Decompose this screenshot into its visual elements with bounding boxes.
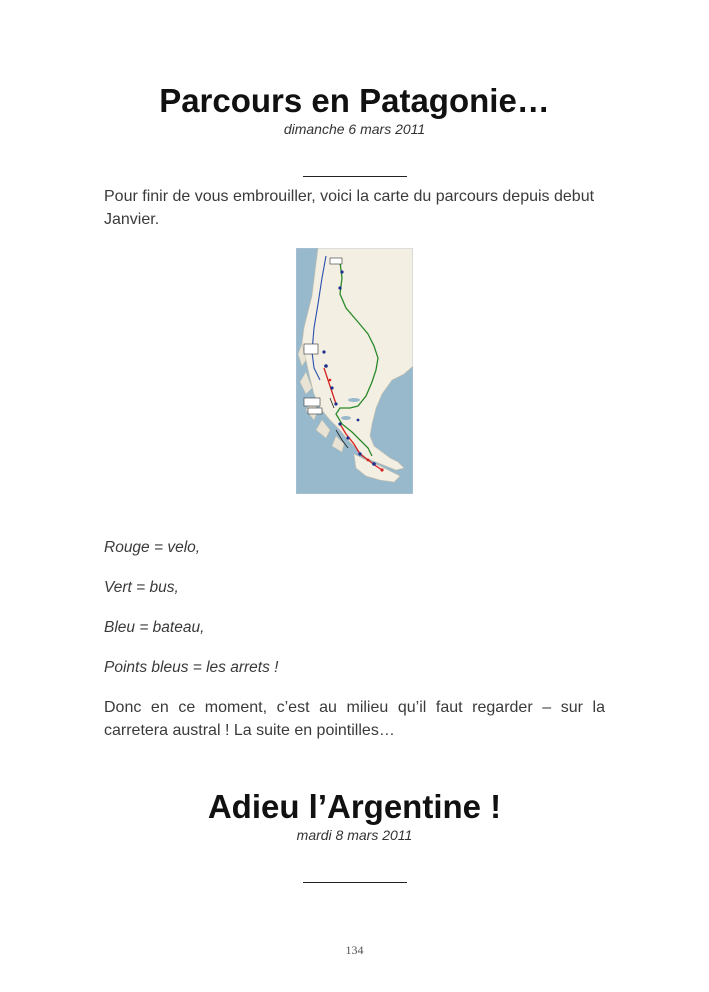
separator-line-2 [303, 882, 407, 883]
body-paragraph: Donc en ce moment, c’est au milieu qu’il faut regarder – sur la carretera austral ! La suite en pointilles… [104, 699, 605, 739]
intro-paragraph: Pour finir de vous embrouiller, voici la carte du parcours depuis debut Janvier. [104, 188, 595, 228]
legend-blue-boat: Bleu = bateau, [104, 619, 205, 636]
page-number: 134 [345, 943, 364, 957]
post-date-2: mardi 8 mars 2011 [296, 827, 413, 843]
patagonia-route-map [296, 248, 413, 494]
post-date: dimanche 6 mars 2011 [283, 121, 426, 137]
post-title-2: Adieu l’Argentine ! [207, 788, 502, 825]
separator-line [303, 176, 407, 177]
legend-red-bike: Rouge = velo, [104, 539, 201, 556]
legend-green-bus: Vert = bus, [104, 579, 179, 596]
post-title: Parcours en Patagonie… [159, 82, 550, 119]
legend-blue-stops: Points bleus = les arrets ! [104, 659, 279, 676]
